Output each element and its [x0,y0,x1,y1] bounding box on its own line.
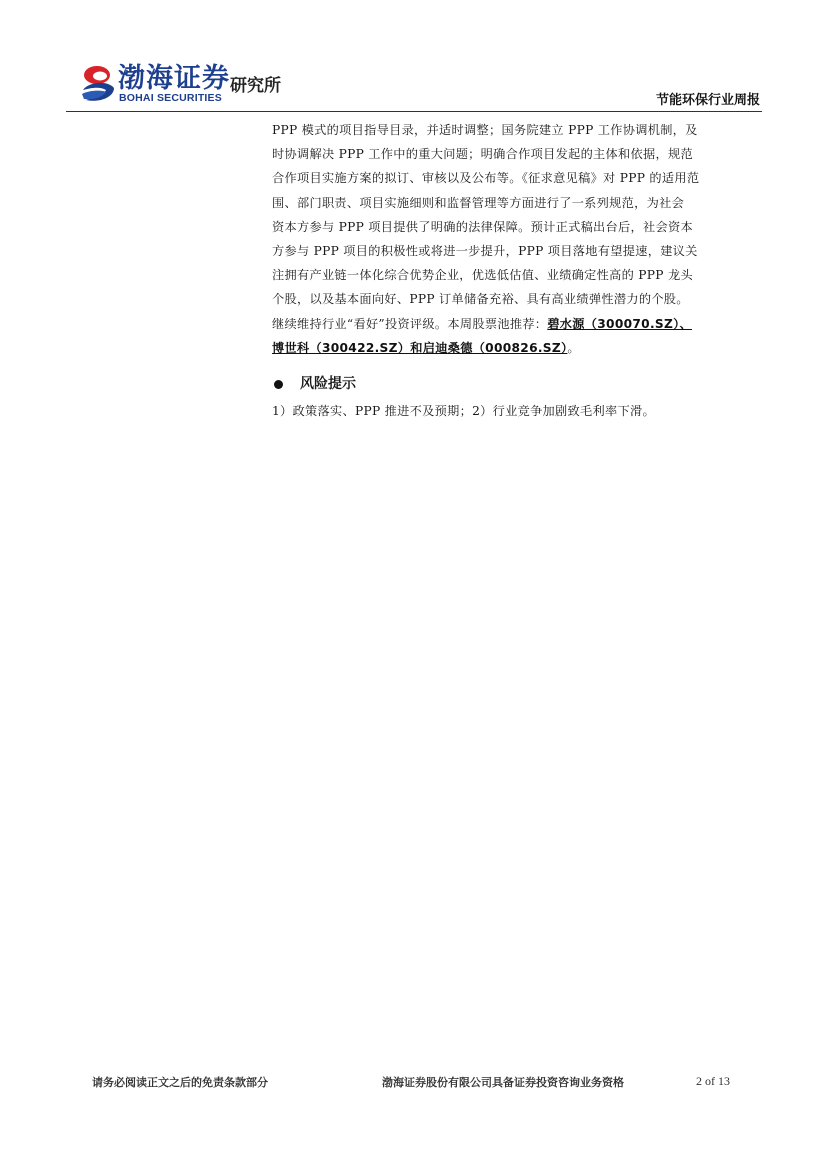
bohai-logo-icon [80,64,116,104]
brand-name-en: BOHAI SECURITIES [119,92,222,104]
institute-label: 研究所 [230,76,281,96]
header-divider [66,111,762,112]
risk-section-heading [272,374,762,396]
risk-text: 1）政策落实、PPP 推进不及预期；2）行业竞争加剧致毛利率下滑。 [272,404,655,419]
page-number: 2 of 13 [696,1074,730,1088]
paragraph-line: PPP 模式的项目指导目录，并适时调整；国务院建立 PPP 工作协调机制，及 [272,123,698,137]
footer-qualification: 渤海证券股份有限公司具备证券投资咨询业务资格 [382,1076,624,1089]
paragraph-line: 个股，以及基本面向好、PPP 订单储备充裕、具有高业绩弹性潜力的个股。 [272,292,689,307]
paragraph-line: 合作项目实施方案的拟订、审核以及公布等。《征求意见稿》对 PPP 的适用范 [272,171,700,186]
main-content [272,118,762,422]
paragraph-line: 注拥有产业链一体化综合优势企业，优选低估值、业绩确定性高的 PPP 龙头 [272,268,693,283]
page-header [0,0,827,116]
risk-section-title: 风险提示 [300,376,356,393]
page-footer [0,1074,827,1094]
rating-text: 继续维持行业“看好”投资评级。本周股票池推荐： [272,316,548,331]
stock-line [272,336,762,360]
paragraph-line: 资本方参与 PPP 项目提供了明确的法律保障。预计正式稿出台后，社会资本 [272,219,693,234]
footer-disclaimer: 请务必阅读正文之后的免责条款部分 [92,1076,268,1089]
body-paragraph [272,118,762,360]
paragraph-line: 围、部门职责、项目实施细则和监督管理等方面进行了一系列规范，为社会 [272,195,685,210]
rating-line [272,312,762,336]
report-type-label: 节能环保行业周报 [655,93,760,108]
stock-recommendation-1: 碧水源（300070.SZ）、 [547,316,692,331]
paragraph-line: 时协调解决 PPP 工作中的重大问题；明确合作项目发起的主体和依据，规范 [272,147,693,162]
paragraph-line: 方参与 PPP 项目的积极性或将进一步提升，PPP 项目落地有望提速，建议关 [272,244,698,259]
brand-name-cn: 渤海证券 [118,63,230,94]
bullet-icon [274,380,283,389]
stock-recommendation-2: 博世科（300422.SZ）和启迪桑德（000826.SZ） [272,340,568,355]
end-mark: 。 [567,340,580,355]
